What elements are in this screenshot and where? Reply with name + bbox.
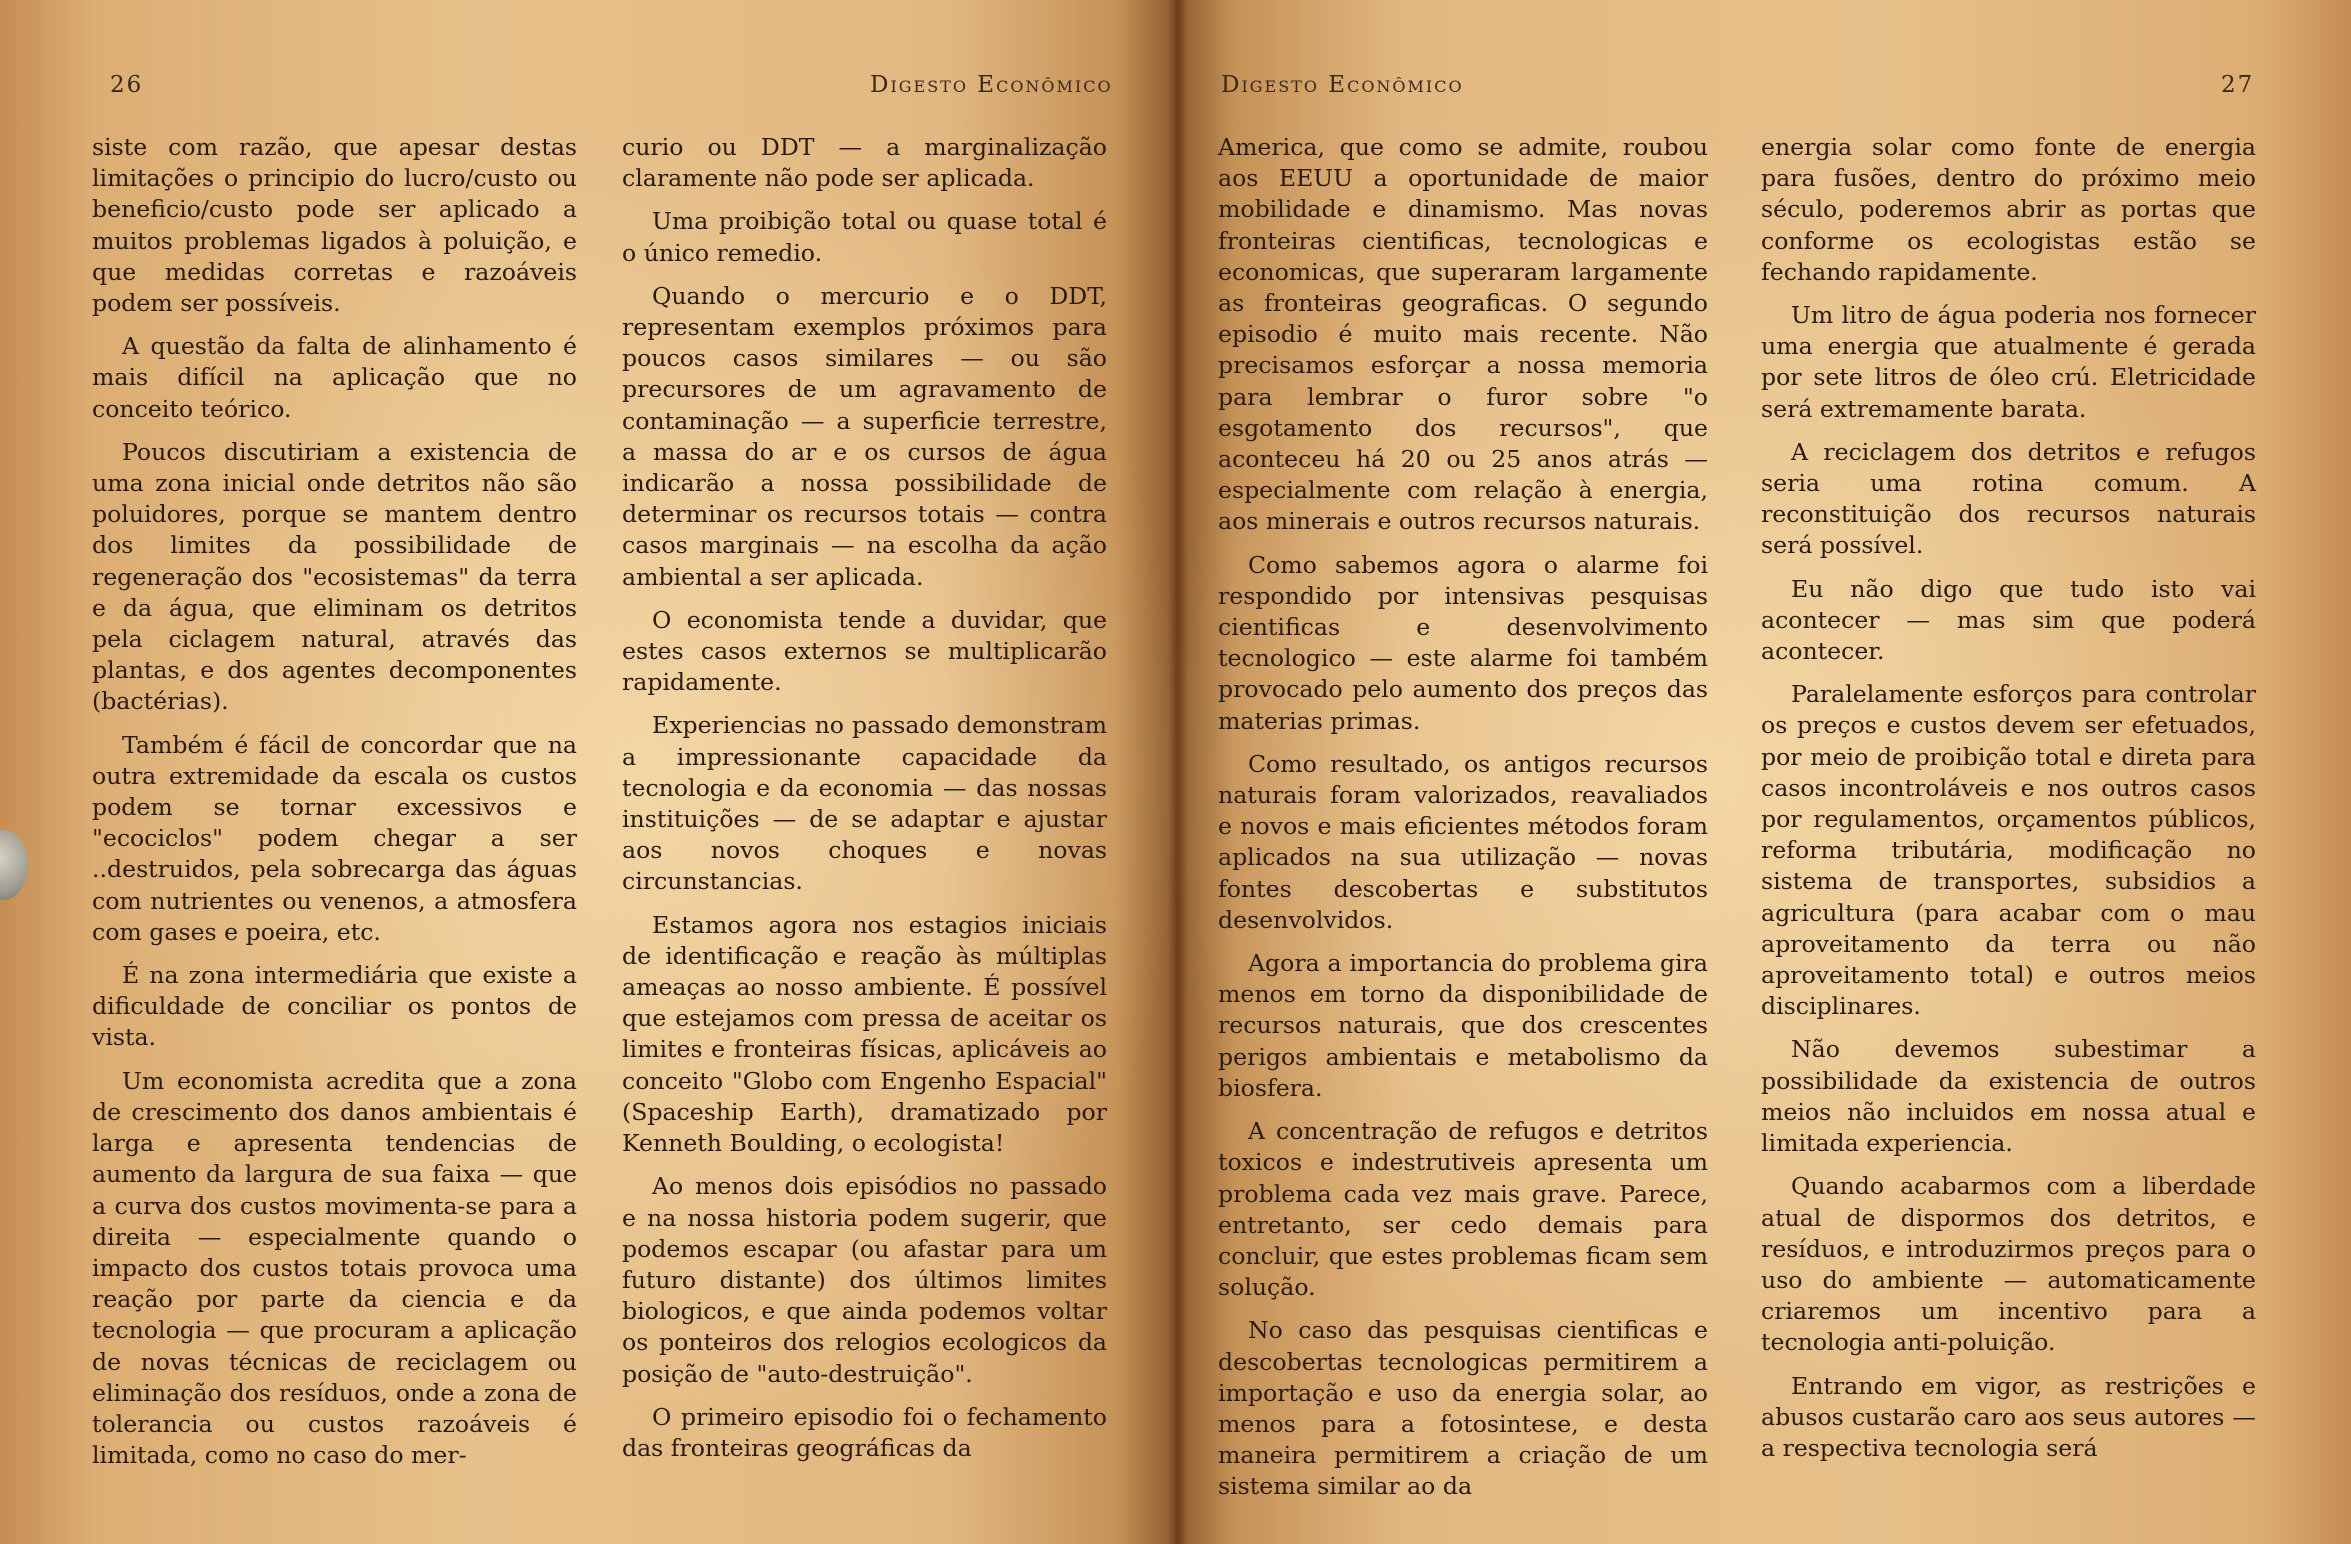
paragraph: O economista tende a duvidar, que estes casos externos se multiplicarão rapidamente. [622,605,1107,697]
paragraph: Quando acabarmos com a liberdade atual de dispormos dos detritos, e resíduos, e introduzirmos preços para o uso do ambiente — automaticamente criaremos um incentivo para a tecnologia anti-poluição. [1761,1172,2256,1357]
paragraph: Eu não digo que tudo isto vai acontecer — mas sim que poderá acontecer. [1761,574,2256,666]
paragraph: energia solar como fonte de energia para fusões, dentro do próximo meio século, poderemos abrir as portas que conforme os ecologistas estão se fechando rapidamente. [1761,133,2256,286]
paragraph: Paralelamente esforços para controlar os preços e custos devem ser efetuados, por meio de proibição total e direta para casos incontroláveis e nos outros casos por regulamentos, orçamentos públicos, reforma tributária, modificação no sistema de transportes, subsidios a agricultura (para acabar com o mau aproveitamento da terra ou não aproveitamento total) e outros meios disciplinares. [1761,680,2256,1021]
paragraph: Não devemos subestimar a possibilidade da existencia de outros meios não incluidos em nossa atual e limitada experiencia. [1761,1035,2256,1158]
left-page-column-1 [92,132,577,1483]
paragraph: Poucos discutiriam a existencia de uma zona inicial onde detritos não são poluidores, porque se mantem dentro dos limites da possibilidade de regeneração dos "ecosistemas" da terra e da água, que eliminam os detritos pela ciclagem natural, através das plantas, e dos agentes decomponentes (bactérias). [92,437,577,716]
paragraph: Também é fácil de concordar que na outra extremidade da escala os custos podem se tornar excessivos e "ecociclos" podem chegar a ser ..destruidos, pela sobrecarga das águas com nutrientes ou venenos, a atmosfera com gases e poeira, etc. [92,730,577,946]
paragraph: curio ou DDT — a marginalização claramente não pode ser aplicada. [622,133,1107,193]
paragraph: Uma proibição total ou quase total é o único remedio. [622,207,1107,267]
page-number: 26 [110,72,144,98]
paragraph: Entrando em vigor, as restrições e abusos custarão caro aos seus autores — a respectiva tecnologia será [1761,1371,2256,1462]
paragraph: Como sabemos agora o alarme foi respondido por intensivas pesquisas cientificas e desenvolvimento tecnologico — este alarme foi também provocado pelo aumento dos preços das materias primas. [1218,550,1708,735]
paragraph: A concentração de refugos e detritos toxicos e indestrutiveis apresenta um problema cada vez mais grave. Parece, entretanto, ser cedo demais para concluir, que estes problemas ficam sem solução. [1218,1117,1708,1302]
right-page-column-1 [1218,132,1708,1515]
paragraph: Estamos agora nos estagios iniciais de identificação e reação às múltiplas ameaças ao nosso ambiente. É possível que estejamos com pressa de aceitar os limites e fronteiras físicas, aplicáveis ao conceito "Globo com Engenho Espacial" (Spaceship Earth), dramatizado por Kenneth Boulding, o ecologista! [622,910,1107,1158]
paragraph: O primeiro episodio foi o fechamento das fronteiras geográficas da [622,1402,1107,1462]
paragraph: Agora a importancia do problema gira menos em torno da disponibilidade de recursos naturais, que dos crescentes perigos ambientais e metabolismo da biosfera. [1218,949,1708,1102]
paragraph: No caso das pesquisas cientificas e descobertas tecnologicas permitirem a importação e uso da energia solar, ao menos para a fotosintese, e desta maneira permitirem a criação de um sistema similar ao da [1218,1316,1708,1501]
paragraph: Ao menos dois episódios no passado e na nossa historia podem sugerir, que podemos escapar (ou afastar para um futuro distante) dos últimos limites biologicos, e que ainda podemos voltar os ponteiros dos relogios ecologicos da posição de "auto-destruição". [622,1172,1107,1388]
running-head: Digesto Econômico [870,72,1113,98]
running-head: Digesto Econômico [1221,72,1464,98]
left-page-column-2 [622,132,1107,1476]
paragraph: Como resultado, os antigos recursos naturais foram valorizados, reavaliados e novos e mais eficientes métodos foram aplicados na sua utilização — novas fontes descobertas e substitutos desenvolvidos. [1218,749,1708,934]
paragraph: America, que como se admite, roubou aos EEUU a oportunidade de maior mobilidade e dinamismo. Mas novas fronteiras cientificas, tecnologicas e economicas, que superaram largamente as fronteiras geograficas. O segundo episodio é muito mais recente. Não precisamos esforçar a nossa memoria para lembrar o furor sobre "o esgotamento dos recursos", que aconteceu há 20 ou 25 anos atrás — especialmente com relação à energia, aos minerais e outros recursos naturais. [1218,133,1708,536]
page-number: 27 [2221,72,2255,98]
paragraph: Um economista acredita que a zona de crescimento dos danos ambientais é larga e apresenta tendencias de aumento da largura de sua faixa — que a curva dos custos movimenta-se para a direita — especialmente quando o impacto dos custos totais provoca uma reação por parte da ciencia e da tecnologia — que procuram a aplicação de novas técnicas de reciclagem ou eliminação dos resíduos, onde a zona de tolerancia ou custos razoáveis é limitada, como no caso do mer- [92,1066,577,1470]
right-page [1176,0,2351,1544]
paragraph: Experiencias no passado demonstram a impressionante capacidade da tecnologia e da economia — das nossas instituições — de se adaptar e ajustar aos novos choques e novas circunstancias. [622,711,1107,896]
paragraph: É na zona intermediária que existe a dificuldade de conciliar os pontos de vista. [92,961,577,1052]
paragraph: Quando o mercurio e o DDT, representam exemplos próximos para poucos casos similares — ou são precursores de um agravamento de contaminação — a superficie terrestre, a massa do ar e os cursos de água indicarão a nossa possibilidade de determinar os recursos totais — contra casos marginais — na escolha da ação ambiental a ser aplicada. [622,281,1107,591]
coin-edge [0,830,28,900]
paragraph: A reciclagem dos detritos e refugos seria uma rotina comum. A reconstituição dos recursos naturais será possível. [1761,437,2256,560]
right-page-column-2 [1761,132,2256,1476]
paragraph: siste com razão, que apesar destas limitações o principio do lucro/custo ou beneficio/custo pode ser aplicado a muitos problemas ligados à poluição, e que medidas corretas e razoáveis podem ser possíveis. [92,133,577,318]
book-gutter [1168,0,1188,1544]
paragraph: A questão da falta de alinhamento é mais difícil na aplicação que no conceito teórico. [92,332,577,423]
paragraph: Um litro de água poderia nos fornecer uma energia que atualmente é gerada por sete litros de óleo crú. Eletricidade será extremamente barata. [1761,301,2256,423]
